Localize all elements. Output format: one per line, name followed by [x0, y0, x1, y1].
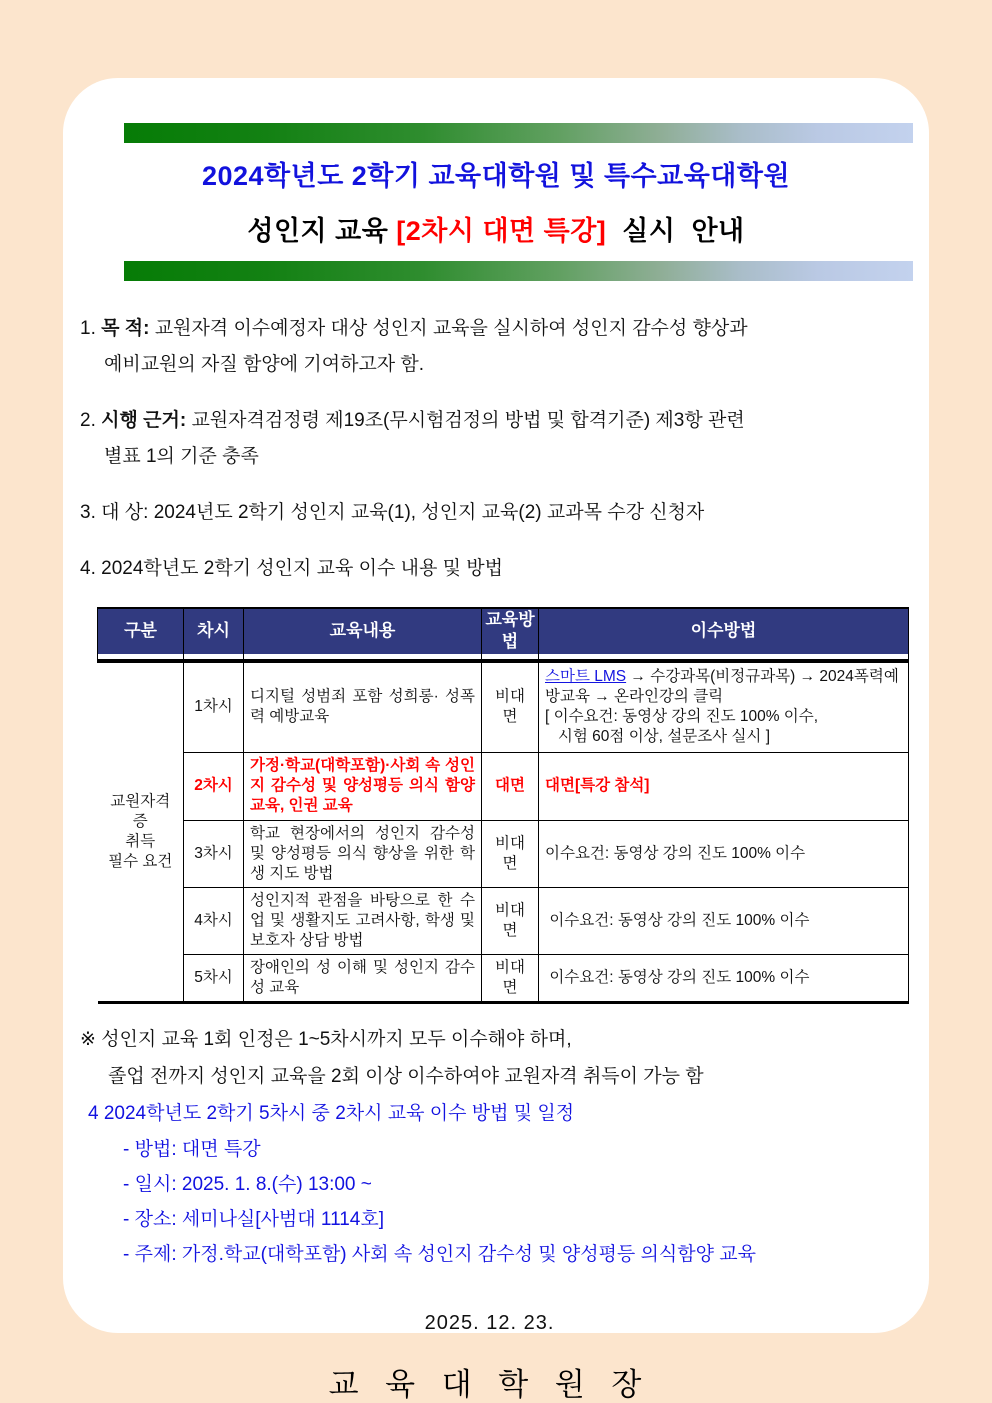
- category-line: 필수 요건: [108, 852, 173, 870]
- document-title-line2: [63, 209, 929, 248]
- session-cell: 3차시: [184, 820, 244, 887]
- intro-item-legal-basis-line2: 별표 1의 기준 충족: [104, 446, 259, 467]
- method-cell: 비대면: [482, 820, 539, 887]
- document-body: [63, 311, 929, 1403]
- method-cell: 대면: [482, 752, 539, 820]
- completion-cell: 대면[특강 참석]: [539, 752, 909, 820]
- table-row-session-2-highlighted: [98, 752, 909, 820]
- content-cell: 디지털 성범죄 포함 성희롱· 성폭력 예방교육: [244, 661, 482, 752]
- table-header-row: [98, 608, 909, 661]
- column-header-content: 교육내용: [244, 608, 482, 661]
- schedule-bullet-topic: - 주제: 가정.학교(대학포함) 사회 속 성인지 감수성 및 양성평등 의식함양 교육: [123, 1243, 756, 1265]
- item-number: 3.: [80, 502, 96, 523]
- intro-item-target-line1: [80, 495, 899, 531]
- header-gradient-bar-bottom: [124, 261, 913, 281]
- lecture-schedule-section: [80, 1096, 899, 1272]
- intro-item-purpose: [80, 311, 899, 383]
- intro-item-method-heading: [80, 551, 899, 587]
- intro-item-legal-basis-line1: [80, 403, 899, 439]
- method-cell: 비대면: [482, 661, 539, 752]
- column-header-category: 구분: [98, 608, 184, 661]
- schedule-bullet-method: - 방법: 대면 특강: [123, 1138, 261, 1160]
- footnote-line2: 졸업 전까지 성인지 교육을 2회 이상 이수하여야 교원자격 취득이 가능 함: [108, 1065, 704, 1087]
- content-cell: 성인지적 관점을 바탕으로 한 수업 및 생활지도 고려사항, 학생 및 보호자 상담 방법: [244, 887, 482, 954]
- column-header-completion: 이수방법: [539, 608, 909, 661]
- document-date: 2025. 12. 23.: [424, 1311, 555, 1334]
- item-text: 2024년도 2학기 성인지 교육(1), 성인지 교육(2) 교과목 수강 신청자: [153, 502, 705, 523]
- completion-requirement-line2: 시험 60점 이상, 설문조사 실시 ]: [545, 728, 771, 746]
- table-row-session-3: [98, 820, 909, 887]
- session-cell: 1차시: [184, 661, 244, 752]
- item-text: 교원자격 이수예정자 대상 성인지 교육을 실시하여 성인지 감수성 향상과: [154, 318, 748, 339]
- intro-item-purpose-line1: [80, 311, 899, 347]
- table-row-session-4: [98, 887, 909, 954]
- completion-requirement-line1: [ 이수요건: 동영상 강의 진도 100% 이수,: [545, 708, 819, 726]
- issuer-signature: 교 육 대 학 원 장: [328, 1366, 651, 1402]
- item-text: 교원자격검정령 제19조(무시험검정의 방법 및 합격기준) 제3항 관련: [191, 410, 745, 431]
- category-line: 교원자격증: [110, 792, 171, 830]
- item-number: 1.: [80, 318, 96, 339]
- header-gradient-bar-top: [124, 123, 913, 143]
- completion-path-text: → 수강과목(비정규과목) → 2024폭력예방교육 → 온라인강의 클릭: [545, 668, 899, 706]
- lecture-schedule-heading: 4 2024학년도 2학기 5차시 중 2차시 교육 이수 방법 및 일정: [88, 1102, 575, 1124]
- schedule-bullet-datetime: - 일시: 2025. 1. 8.(수) 13:00 ~: [123, 1173, 372, 1195]
- item-label: 시행 근거:: [101, 410, 187, 431]
- item-number: 4.: [80, 558, 96, 579]
- smart-lms-link[interactable]: 스마트 LMS: [545, 668, 627, 686]
- table-row-session-1: [98, 661, 909, 752]
- item-number: 2.: [80, 410, 96, 431]
- intro-section: [80, 311, 899, 587]
- session-cell: 4차시: [184, 887, 244, 954]
- table-row-session-5: [98, 954, 909, 1002]
- intro-item-purpose-line2: 예비교원의 자질 함양에 기여하고자 함.: [104, 354, 425, 375]
- column-header-method: 교육방법: [482, 608, 539, 661]
- completion-cell: [539, 661, 909, 752]
- intro-item-method-heading-line1: [80, 551, 899, 587]
- method-cell: 비대면: [482, 954, 539, 1002]
- content-cell: 가정·학교(대학포함)·사회 속 성인지 감수성 및 양성평등 의식 함양 교육, 인권 교육: [244, 752, 482, 820]
- completion-cell: 이수요건: 동영상 강의 진도 100% 이수: [539, 954, 909, 1002]
- document-card: [63, 78, 929, 1402]
- title-segment-black2: 실시 안내: [606, 216, 745, 246]
- category-line: 취득: [125, 832, 156, 850]
- session-cell: 2차시: [184, 752, 244, 820]
- session-cell: 5차시: [184, 954, 244, 1002]
- method-cell: 비대면: [482, 887, 539, 954]
- column-header-session: 차시: [184, 608, 244, 661]
- content-cell: 장애인의 성 이해 및 성인지 감수성 교육: [244, 954, 482, 1002]
- content-cell: 학교 현장에서의 성인지 감수성 및 양성평등 의식 향상을 위한 학생 지도 방법: [244, 820, 482, 887]
- intro-item-target: [80, 495, 899, 531]
- category-merged-cell: [98, 661, 184, 1002]
- item-label: 목 적:: [101, 318, 150, 339]
- footnote-section: [80, 1021, 899, 1095]
- title-segment-red-emphasis: [2차시 대면 특강]: [396, 216, 607, 246]
- intro-item-legal-basis: [80, 403, 899, 475]
- completion-cell: 이수요건: 동영상 강의 진도 100% 이수: [539, 820, 909, 887]
- item-text: 2024학년도 2학기 성인지 교육 이수 내용 및 방법: [101, 558, 503, 579]
- item-label: 대 상:: [101, 502, 149, 523]
- schedule-bullet-location: - 장소: 세미나실[사범대 1114호]: [123, 1208, 384, 1230]
- footnote-line1: ※ 성인지 교육 1회 인정은 1~5차시까지 모두 이수해야 하며,: [80, 1028, 572, 1050]
- title-segment-black1: 성인지 교육: [247, 216, 397, 246]
- completion-cell: 이수요건: 동영상 강의 진도 100% 이수: [539, 887, 909, 954]
- document-title-line1: 2024학년도 2학기 교육대학원 및 특수교육대학원: [201, 161, 791, 191]
- education-schedule-table: [97, 607, 909, 1004]
